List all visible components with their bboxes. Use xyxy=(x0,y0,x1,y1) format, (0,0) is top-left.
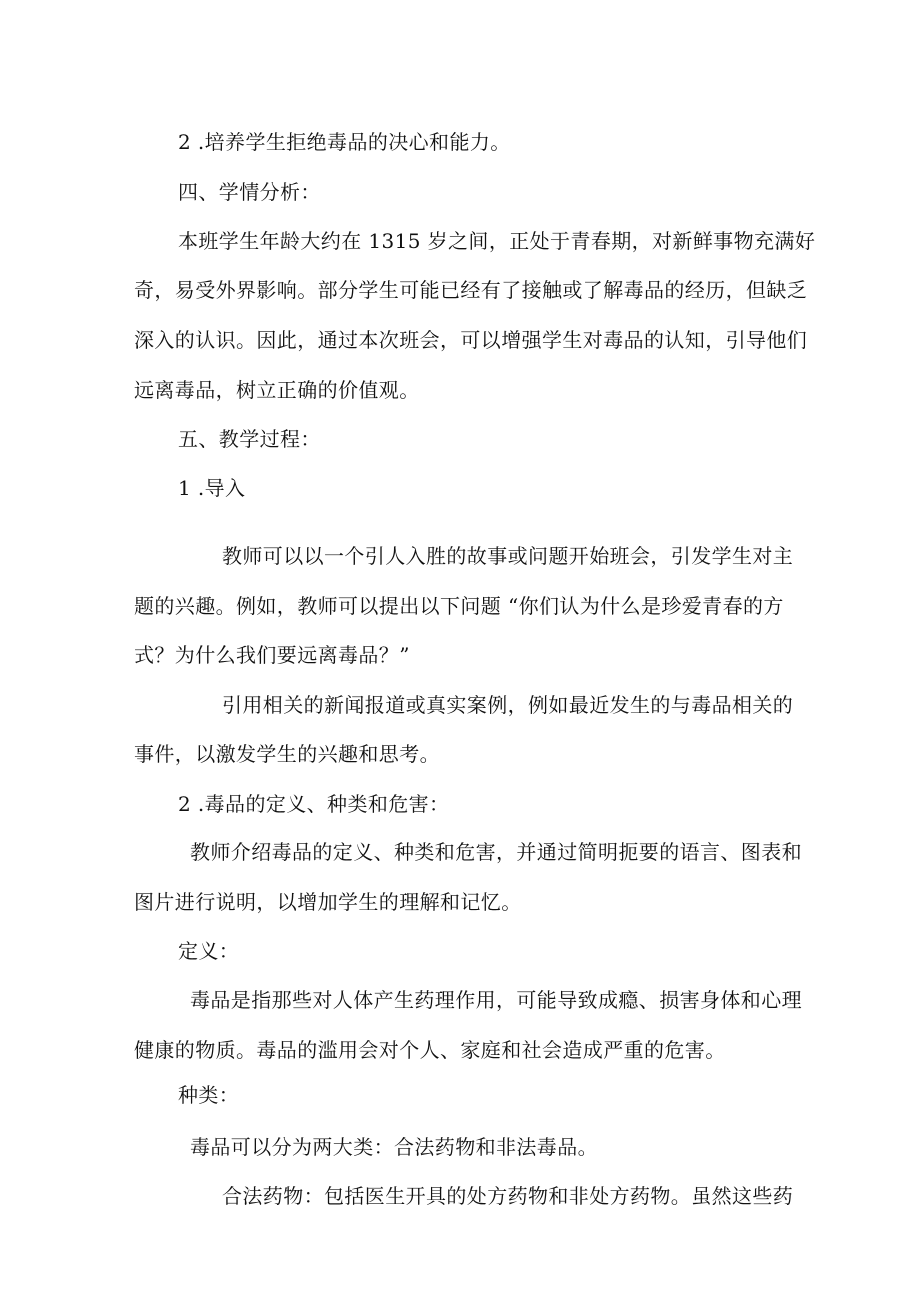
student-analysis-line-4: 远离毒品，树立正确的价值观。 xyxy=(134,378,420,402)
case-paragraph-line-2: 事件，以激发学生的兴趣和思考。 xyxy=(134,742,440,766)
drug-intro-line-2: 图片进行说明，以增加学生的理解和记忆。 xyxy=(134,890,522,914)
objective-item-2: 2 .培养学生拒绝毒品的决心和能力。 xyxy=(178,130,511,154)
process-item-1-heading: 1 .导入 xyxy=(178,476,246,500)
section-heading-student-analysis: 四、学情分析： xyxy=(178,180,321,204)
drug-intro-line-1: 教师介绍毒品的定义、种类和危害，并通过简明扼要的语言、图表和 xyxy=(190,840,802,864)
definition-heading: 定义： xyxy=(178,939,240,963)
introduction-paragraph-line-2: 题的兴趣。例如，教师可以提出以下问题 “你们认为什么是珍爱青春的方 xyxy=(134,594,784,618)
legal-drugs-paragraph-line-1: 合法药物：包括医生开具的处方药物和非处方药物。虽然这些药 xyxy=(222,1184,794,1208)
definition-paragraph-line-1: 毒品是指那些对人体产生药理作用，可能导致成瘾、损害身体和心理 xyxy=(190,988,802,1012)
definition-paragraph-line-2: 健康的物质。毒品的滥用会对个人、家庭和社会造成严重的危害。 xyxy=(134,1038,726,1062)
process-item-2-heading: 2 .毒品的定义、种类和危害： xyxy=(178,792,450,816)
student-analysis-line-1: 本班学生年龄大约在 1315 岁之间，正处于青春期，对新鲜事物充满好 xyxy=(178,229,816,253)
student-analysis-line-2: 奇，易受外界影响。部分学生可能已经有了接触或了解毒品的经历，但缺乏 xyxy=(134,278,808,302)
introduction-paragraph-line-1: 教师可以以一个引人入胜的故事或问题开始班会，引发学生对主 xyxy=(222,544,794,568)
case-paragraph-line-1: 引用相关的新闻报道或真实案例，例如最近发生的与毒品相关的 xyxy=(222,693,794,717)
student-analysis-line-3: 深入的认识。因此，通过本次班会，可以增强学生对毒品的认知，引导他们 xyxy=(134,328,808,352)
section-heading-teaching-process: 五、教学过程： xyxy=(178,427,321,451)
types-paragraph: 毒品可以分为两大类：合法药物和非法毒品。 xyxy=(190,1135,598,1159)
types-heading: 种类： xyxy=(178,1083,240,1107)
introduction-paragraph-line-3: 式？为什么我们要远离毒品？” xyxy=(134,643,410,667)
